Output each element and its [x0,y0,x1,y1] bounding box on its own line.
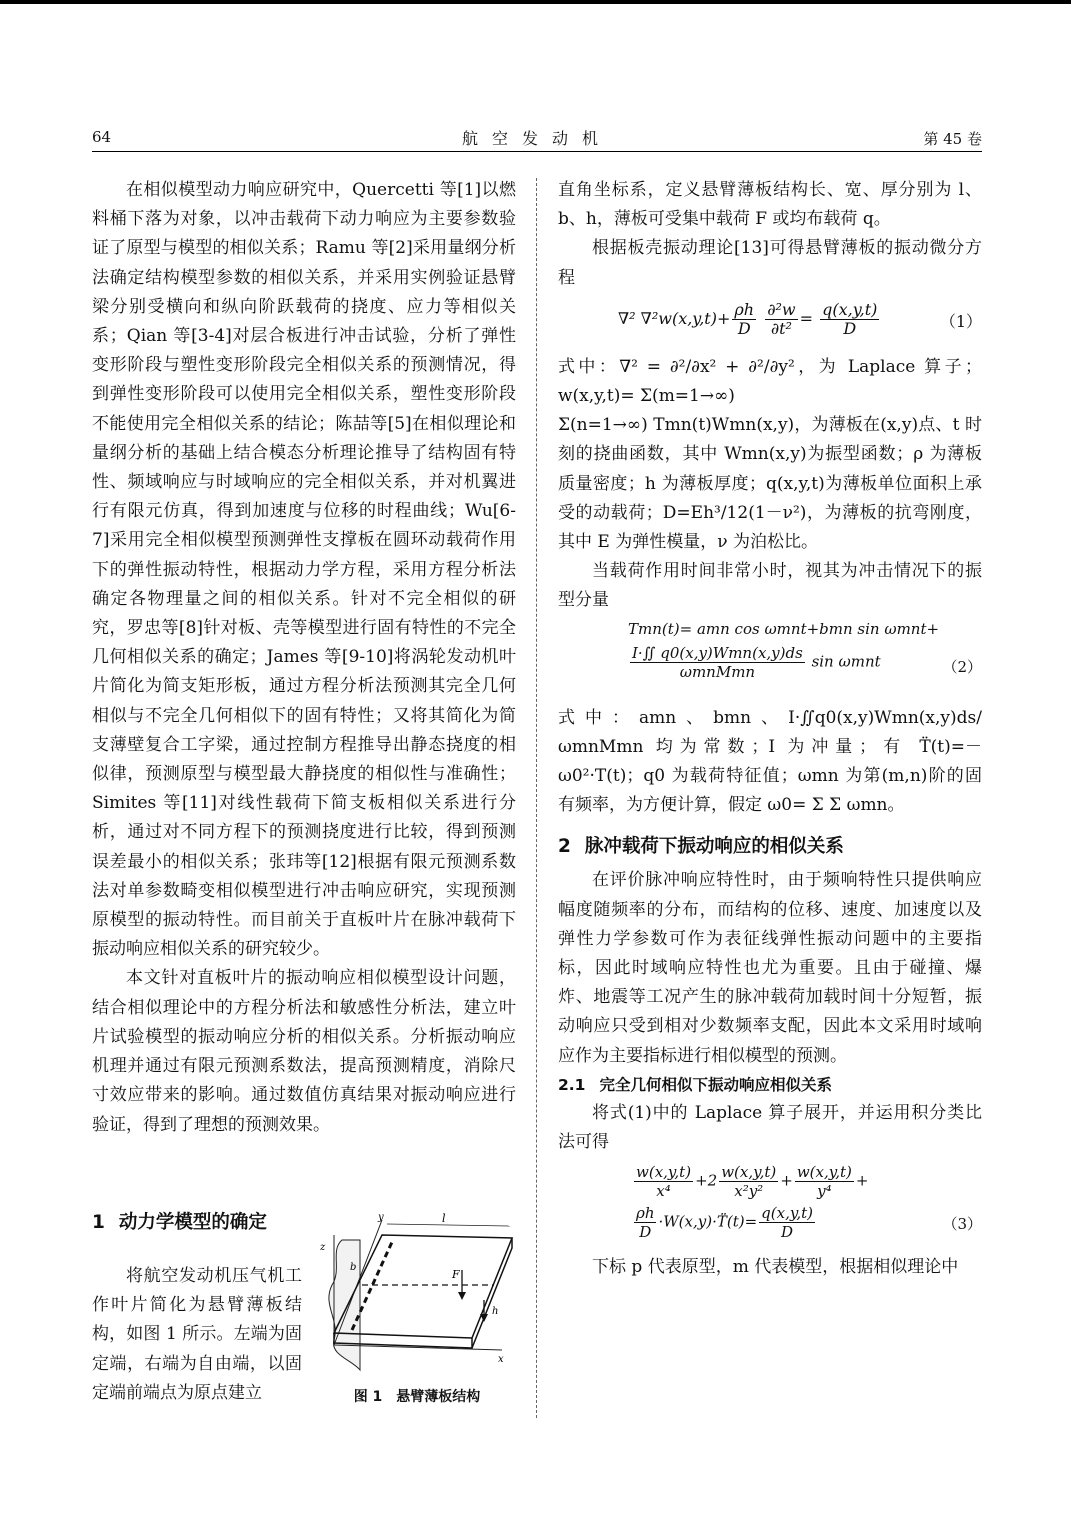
top-rule [0,0,1071,4]
equation-2: Tmn(t)= amn cos ωmnt+bmn sin ωmnt+ $\frac{\text{I·∬ q0(x,y)Wmn(x,y)ds}}{\text{ωmnMmn}}$ sin ωmnt （2） [628,619,982,681]
left-paragraph-3: 将航空发动机压气机工作叶片简化为悬臂薄板结构，如图 1 所示。左端为固定端，右端为自由端，以固定端前端点为原点建立 [92,1266,302,1403]
right-paragraph-5: 式中：amn、bmn、I·∬q0(x,y)Wmn(x,y)ds/ωmnMmn 均为常数；I 为冲量；有 T̈(t)=－ω0²·T(t)；q0 为载荷特征值；ωmn 为第(m,n)阶的固有频率，为方便计算，假定 ω0= Σ Σ ωmn。 [558,707,982,816]
equation-3-number: （3） [942,1215,982,1234]
right-paragraph-2: 根据板壳振动理论[13]可得悬臂薄板的振动微分方程 [558,238,982,288]
right-column [558,176,982,1282]
label-x: x [498,1354,504,1365]
section-number: 1 [92,1212,105,1233]
section-title: 动力学模型的确定 [118,1212,267,1233]
journal-title: 航空发动机 [461,129,612,148]
subsection-title: 完全几何相似下振动响应相似关系 [599,1075,832,1094]
equation-1: ∇² ∇²w(x,y,t)+ $\frac{\rho h}{D}$ $\frac{\text{∂²w}}{\text{∂t²}}$ = $\frac{q(x,y,t)}{D}$ （1） [618,299,982,338]
cantilever-plate-diagram [312,1210,522,1380]
left-paragraph-2: 本文针对直板叶片的振动响应相似模型设计问题，结合相似理论中的方程分析法和敏感性分析法，建立叶片试验模型的振动响应分析的相似关系。分析振动响应机理并通过有限元预测系数法，提高预测精度，消除尺寸效应带来的影响。通过数值仿真结果对振动响应进行验证，得到了理想的预测效果。 [92,968,516,1135]
right-paragraph-3b: Σ(n=1→∞) Tmn(t)Wmn(x,y)，为薄板在(x,y)点、t 时刻的挠曲函数，其中 Wmn(x,y)为振型函数；ρ 为薄板质量密度；h 为薄板厚度；q(x,y,t)为薄板单位面积上承受的动载荷；D=Eh³/12(1－ν²)，为薄板的抗弯刚度，其中 E 为弹性模量，ν 为泊松比。 [558,415,982,553]
volume-label: 第 45 卷 [923,130,982,148]
subsection-number: 2.1 [558,1075,586,1094]
figure-1 [312,1210,522,1380]
right-paragraph-8: 下标 p 代表原型，m 代表模型，根据相似理论中 [592,1257,959,1278]
label-F: F [452,1268,460,1281]
page-number: 64 [92,128,112,146]
label-y: y [378,1212,384,1223]
label-l: l [442,1212,446,1225]
label-h: h [492,1306,499,1317]
section-title: 脉冲载荷下振动响应的相似关系 [584,836,844,858]
left-column [92,176,516,1140]
section-1-text [92,1262,302,1408]
equation-2-number: （2） [942,657,982,676]
column-divider [536,178,537,1418]
equation-3: $\frac{w(x,y,t)}{\text{x⁴}}$ +2 $\frac{w(x,y,t)}{\text{x²y²}}$ + $\frac{w(x,y,t)}{\text{y⁴}}$ + $\frac{\rho h}{D}$ ·W(x,y)·T̈(t)= $\frac{q(x,y,t)}{D}$ （3） [636,1163,982,1242]
figure-caption: 图 1 悬臂薄板结构 [353,1389,481,1405]
page-header [92,124,982,150]
header-rule [92,151,982,152]
label-z: z [320,1242,326,1253]
right-paragraph-6: 在评价脉冲响应特性时，由于频响特性只提供响应幅度随频率的分布，而结构的位移、速度、加速度以及弹性力学参数可作为表征线弹性振动问题中的主要指标，因此时域响应特性也尤为重要。且由于碰撞、爆炸、地震等工况产生的脉冲载荷加载时间十分短暂，振动响应只受到相对少数频率支配，因此本文采用时域响应作为主要指标进行相似模型的预测。 [558,870,982,1066]
section-2-heading [558,832,982,862]
left-paragraph-1: 在相似模型动力响应研究中，Quercetti 等[1]以燃料桶下落为对象，以冲击载荷下动力响应为主要参数验证了原型与模型的相似关系；Ramu 等[2]采用量纲分析法确定结构模型参数的相似关系，并采用实例验证悬臂梁分别受横向和纵向阶跃载荷的挠度、应力等相似关系；Qian 等[3-4]对层合板进行冲击试验，分析了弹性变形阶段与塑性变形阶段完全相似关系的预测情况，得到弹性变形阶段可以使用完全相似关系，塑性变形阶段不能使用完全相似关系的结论；陈喆等[5]在相似理论和量纲分析的基础上结合模态分析理论推导了结构固有特性、频域响应与时域响应的完全相似关系，并对机翼进行有限元仿真，得到加速度与位移的时程曲线；Wu[6-7]采用完全相似模型预测弹性支撑板在圆环动载荷作用下的弹性振动特性，根据动力学方程，采用方程分析法确定各物理量之间的相似关系。针对不完全相似的研究，罗忠等[8]针对板、壳等模型进行固有特性的不完全几何相似关系的确定；James 等[9-10]将涡轮发动机叶片简化为简支矩形板，通过方程分析法预测其完全几何相似与不完全几何相似下的固有特性；又将其简化为简支薄壁复合工字梁，通过控制方程推导出静态挠度的相似律，预测原型与模型最大静挠度的相似性与准确性；Simites 等[11]对线性载荷下简支板相似关系进行分析，通过对不同方程下的预测挠度进行比较，得到预测误差最小的相似关系；张玮等[12]根据有限元预测系数法对单参数畸变相似模型进行冲击响应研究，实现预测原模型的振动特性。而目前关于直板叶片在脉冲载荷下振动响应相似关系的研究较少。 [92,180,516,960]
right-paragraph-3a: 式中：∇² = ∂²/∂x² + ∂²/∂y²，为 Laplace 算子；w(x,y,t)= Σ(m=1→∞) [558,356,982,407]
section-number: 2 [558,836,571,858]
label-b: b [350,1262,357,1273]
right-paragraph-7: 将式(1)中的 Laplace 算子展开，并运用积分类比法可得 [558,1102,982,1153]
subsection-2-1-heading [558,1071,982,1099]
equation-1-number: （1） [939,311,982,331]
right-paragraph-1: 直角坐标系，定义悬臂薄板结构长、宽、厚分别为 l、b、h，薄板可受集中载荷 F 或均布载荷 q。 [558,180,982,230]
right-paragraph-4: 当载荷作用时间非常小时，视其为冲击情况下的振型分量 [558,561,982,611]
